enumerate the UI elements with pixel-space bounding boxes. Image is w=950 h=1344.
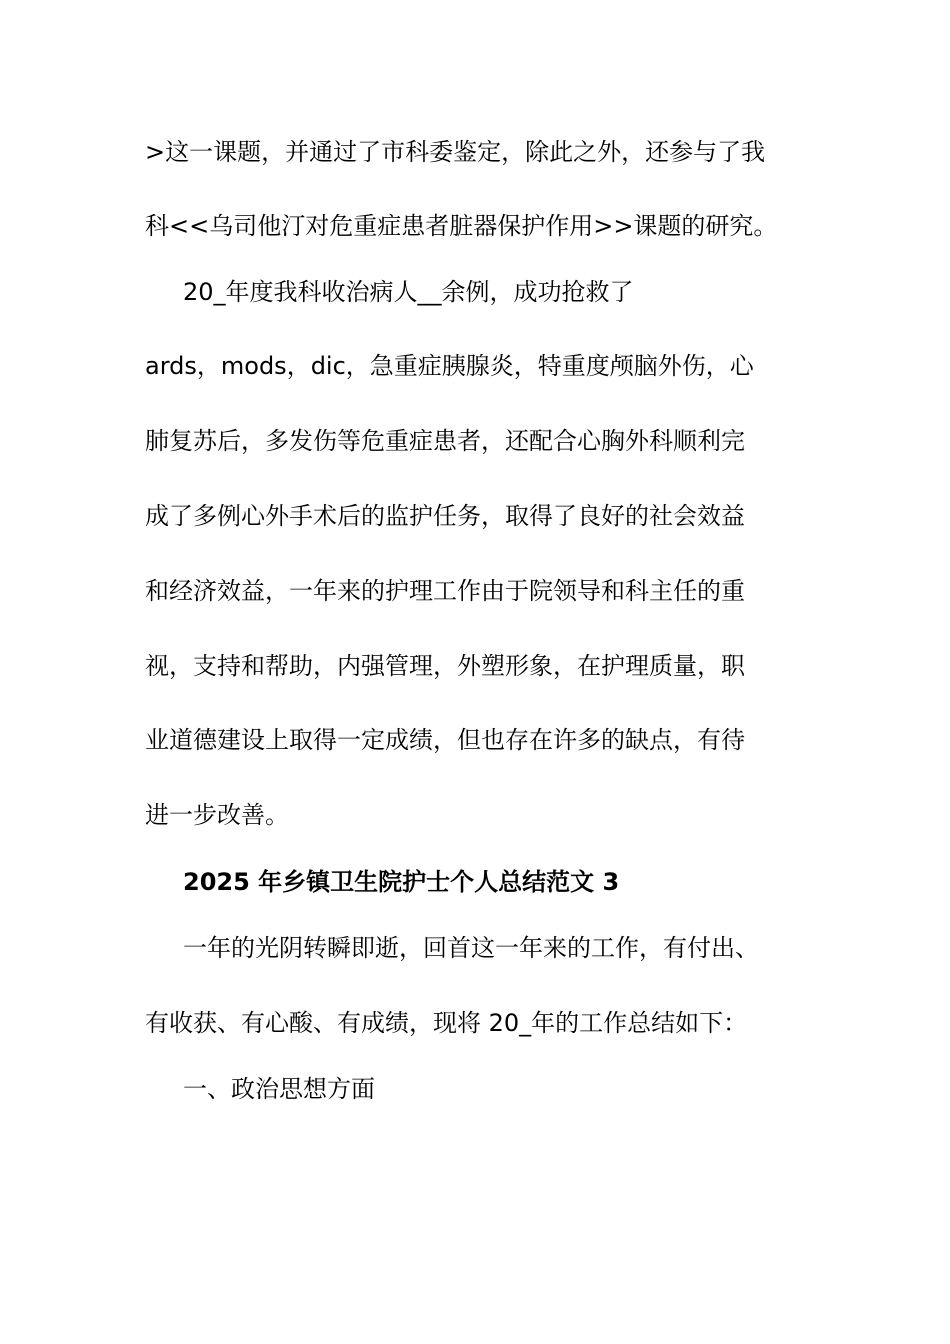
paragraph-line: 进一步改善。: [145, 801, 289, 829]
paragraph-line: 有收获、有心酸、有成绩，现将 20_年的工作总结如下：: [145, 1009, 748, 1037]
paragraph-line: 成了多例心外手术后的监护任务，取得了良好的社会效益: [145, 502, 745, 530]
paragraph-line: ards，mods，dic，急重症胰腺炎，特重度颅脑外伤，心: [145, 352, 754, 380]
section-title: 2025 年乡镇卫生院护士个人总结范文 3: [183, 868, 620, 896]
paragraph-line: 和经济效益，一年来的护理工作由于院领导和科主任的重: [145, 577, 745, 605]
subheading: 一、政治思想方面: [183, 1075, 375, 1103]
paragraph-line: 业道德建设上取得一定成绩，但也存在许多的缺点，有待: [145, 726, 745, 754]
paragraph-line: 科<<乌司他汀对危重症患者脏器保护作用>>课题的研究。: [145, 212, 778, 240]
paragraph-line: 20_年度我科收治病人__余例，成功抢救了: [183, 278, 634, 306]
paragraph-line: >这一课题，并通过了市科委鉴定，除此之外，还参与了我: [145, 138, 766, 166]
paragraph-line: 视，支持和帮助，内强管理，外塑形象，在护理质量，职: [145, 652, 745, 680]
paragraph-line: 一年的光阴转瞬即逝，回首这一年来的工作，有付出、: [183, 934, 759, 962]
paragraph-line: 肺复苏后，多发伤等危重症患者，还配合心胸外科顺利完: [145, 427, 745, 455]
